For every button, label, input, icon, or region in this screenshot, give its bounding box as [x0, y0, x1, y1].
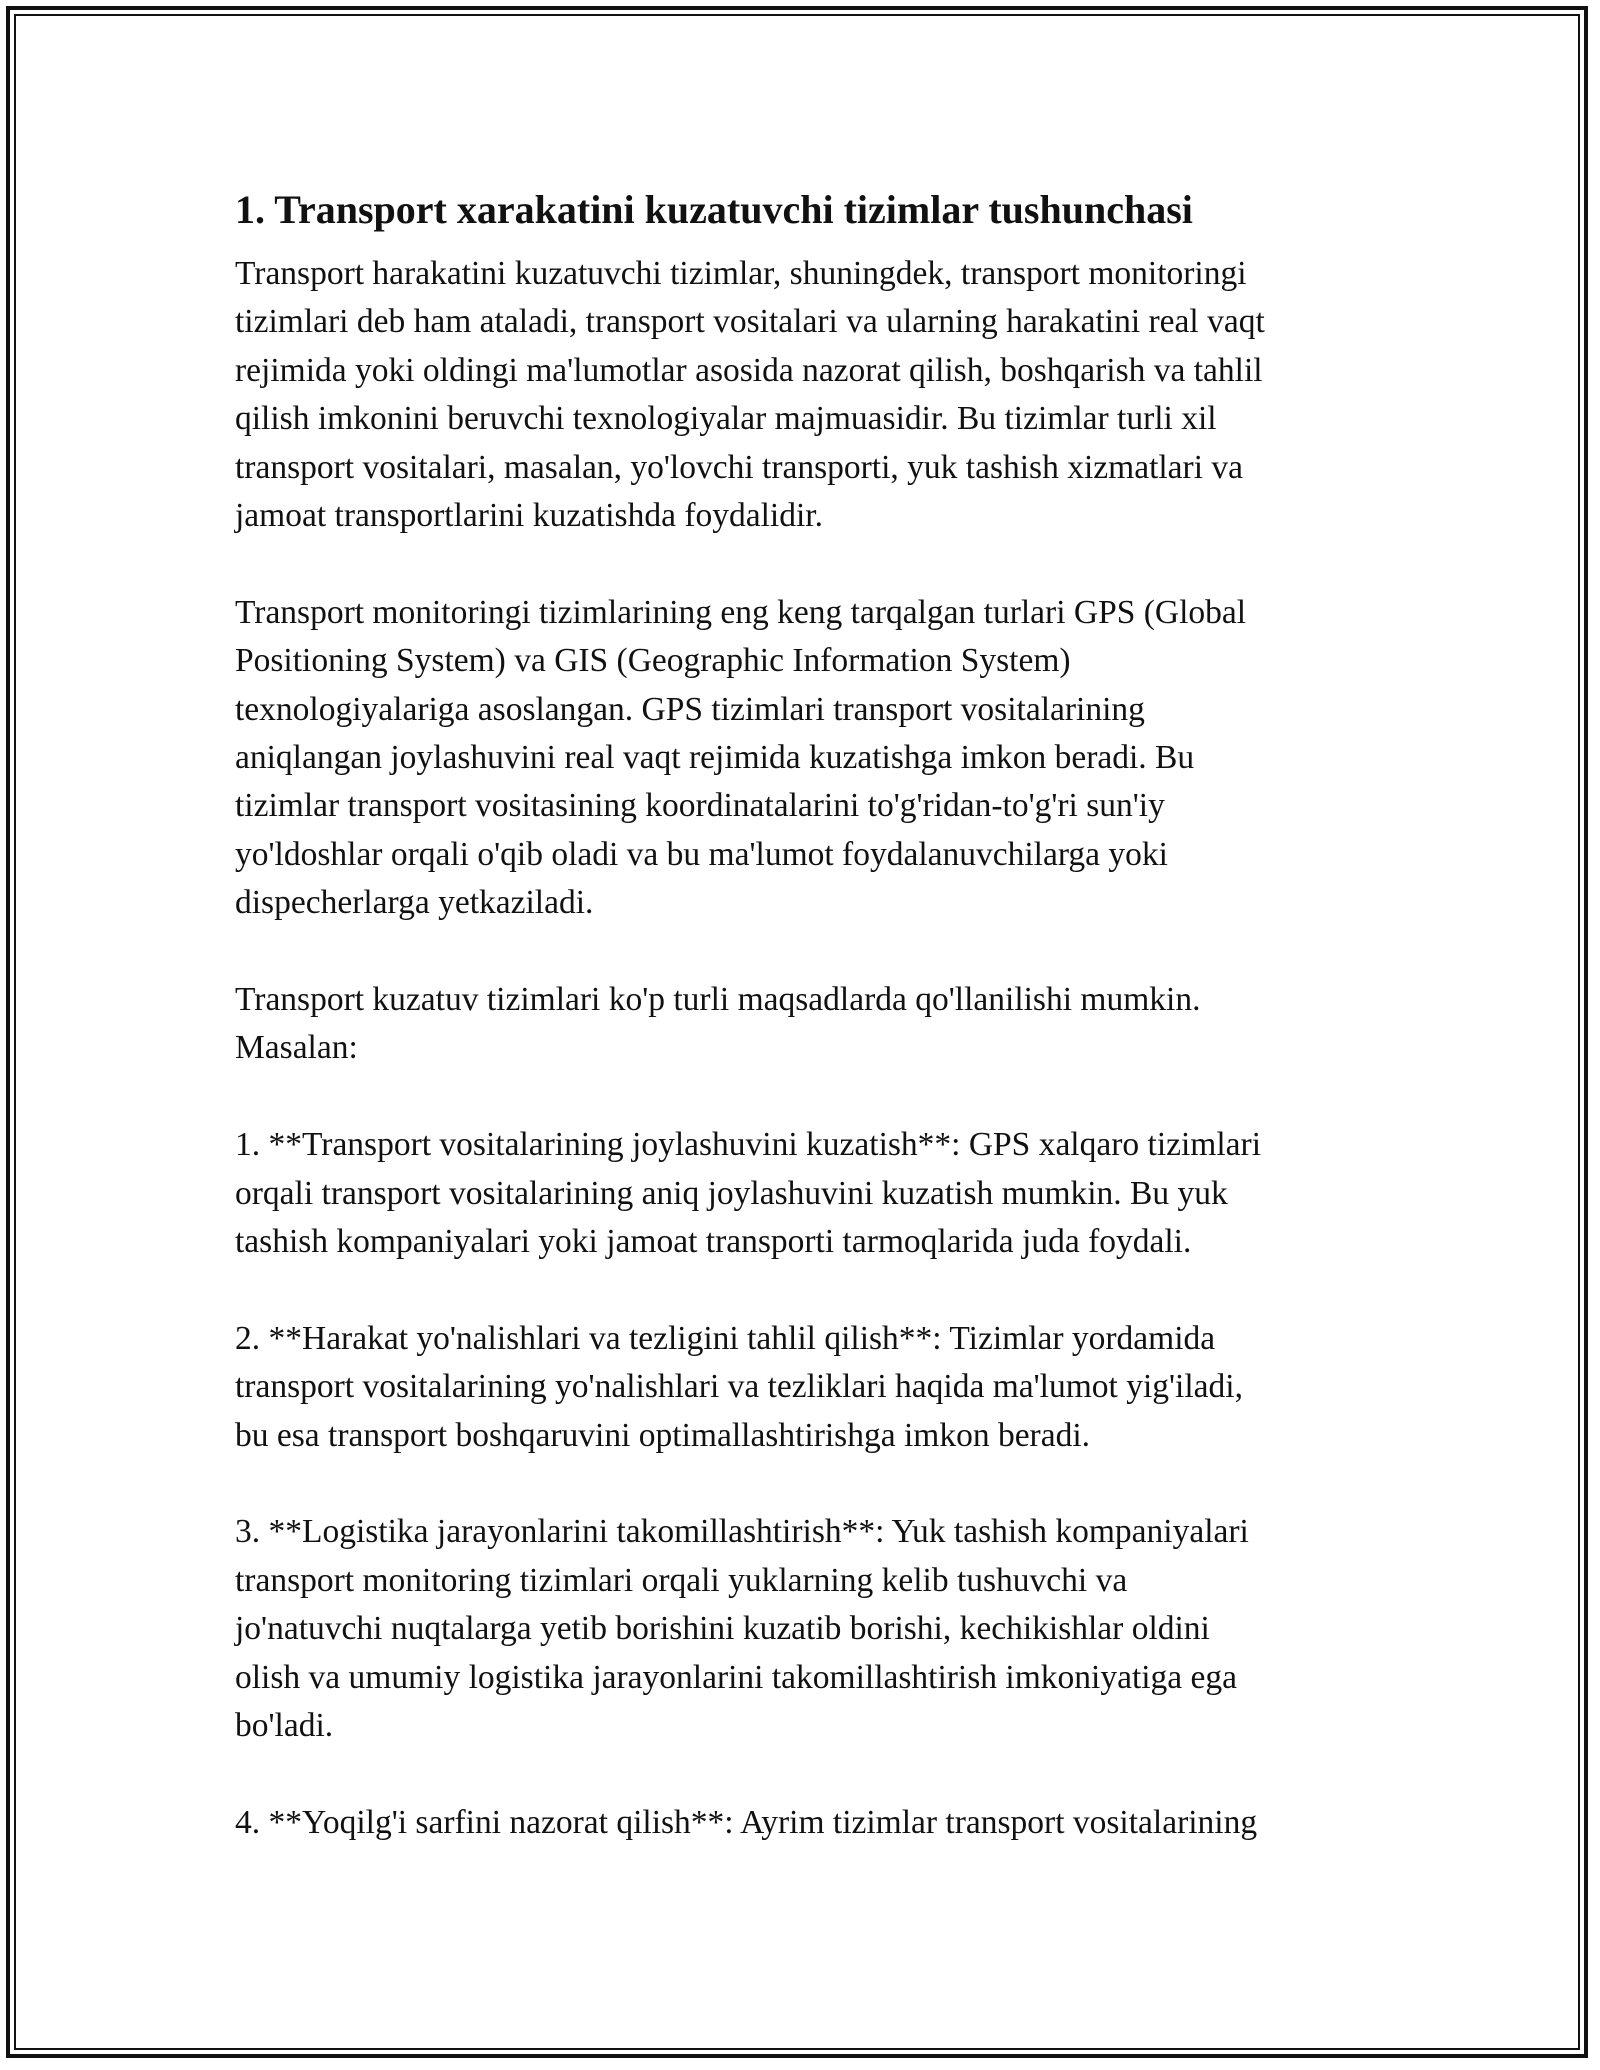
- section-heading: 1. Transport xarakatini kuzatuvchi tizimlar tushunchasi: [235, 187, 1193, 232]
- list-item-fuel-control: 4. **Yoqilg'i sarfini nazorat qilish**: Ayrim tizimlar transport vositalarining: [235, 1803, 1258, 1841]
- paragraph-definition: Transport harakatini kuzatuvchi tizimlar, shuningdek, transport monitoringi tizimlari deb ham ataladi, transport vositalari va ularning harakatini real vaqt rejimida yoki oldingi ma'lumotlar asosida nazorat qilish, boshqarish va tahlil qilish imkonini beruvchi texnologiyalar majmuasidir. Bu tizimlar turli xil transport vositalari, masalan, yo'lovchi transporti, yuk tashish xizmatlari va jamoat transportlarini kuzatishda foydalidir.: [235, 255, 1265, 535]
- list-item-route-speed-analysis: 2. **Harakat yo'nalishlari va tezligini tahlil qilish**: Tizimlar yordamida transport vositalarining yo'nalishlari va tezliklari haqida ma'lumot yig'iladi, bu esa transport boshqaruvini optimallashtirishga imkon beradi.: [235, 1319, 1243, 1454]
- paragraph-uses-intro: Transport kuzatuv tizimlari ko'p turli maqsadlarda qo'llanilishi mumkin. Masalan:: [235, 981, 1201, 1067]
- list-item-logistics: 3. **Logistika jarayonlarini takomillashtirish**: Yuk tashish kompaniyalari transport monitoring tizimlari orqali yuklarning kelib tushuvchi va jo'natuvchi nuqtalarga yetib borishini kuzatib borishi, kechikishlar oldini olish va umumiy logistika jarayonlarini takomillashtirish imkoniyatiga ega bo'ladi.: [235, 1513, 1249, 1745]
- document-body: [235, 186, 1375, 1847]
- list-item-location-tracking: 1. **Transport vositalarining joylashuvini kuzatish**: GPS xalqaro tizimlari orqali transport vositalarining aniq joylashuvini kuzatish mumkin. Bu yuk tashish kompaniyalari yoki jamoat transporti tarmoqlarida juda foydali.: [235, 1126, 1262, 1261]
- paragraph-gps-gis: Transport monitoringi tizimlarining eng keng tarqalgan turlari GPS (Global Positioning System) va GIS (Geographic Information System) texnologiyalariga asoslangan. GPS tizimlari transport vositalarining aniqlangan joylashuvini real vaqt rejimida kuzatishga imkon beradi. Bu tizimlar transport vositasining koordinatalarini to'g'ridan-to'g'ri sun'iy yo'ldoshlar orqali o'qib oladi va bu ma'lumot foydalanuvchilarga yoki dispecherlarga yetkaziladi.: [235, 593, 1247, 922]
